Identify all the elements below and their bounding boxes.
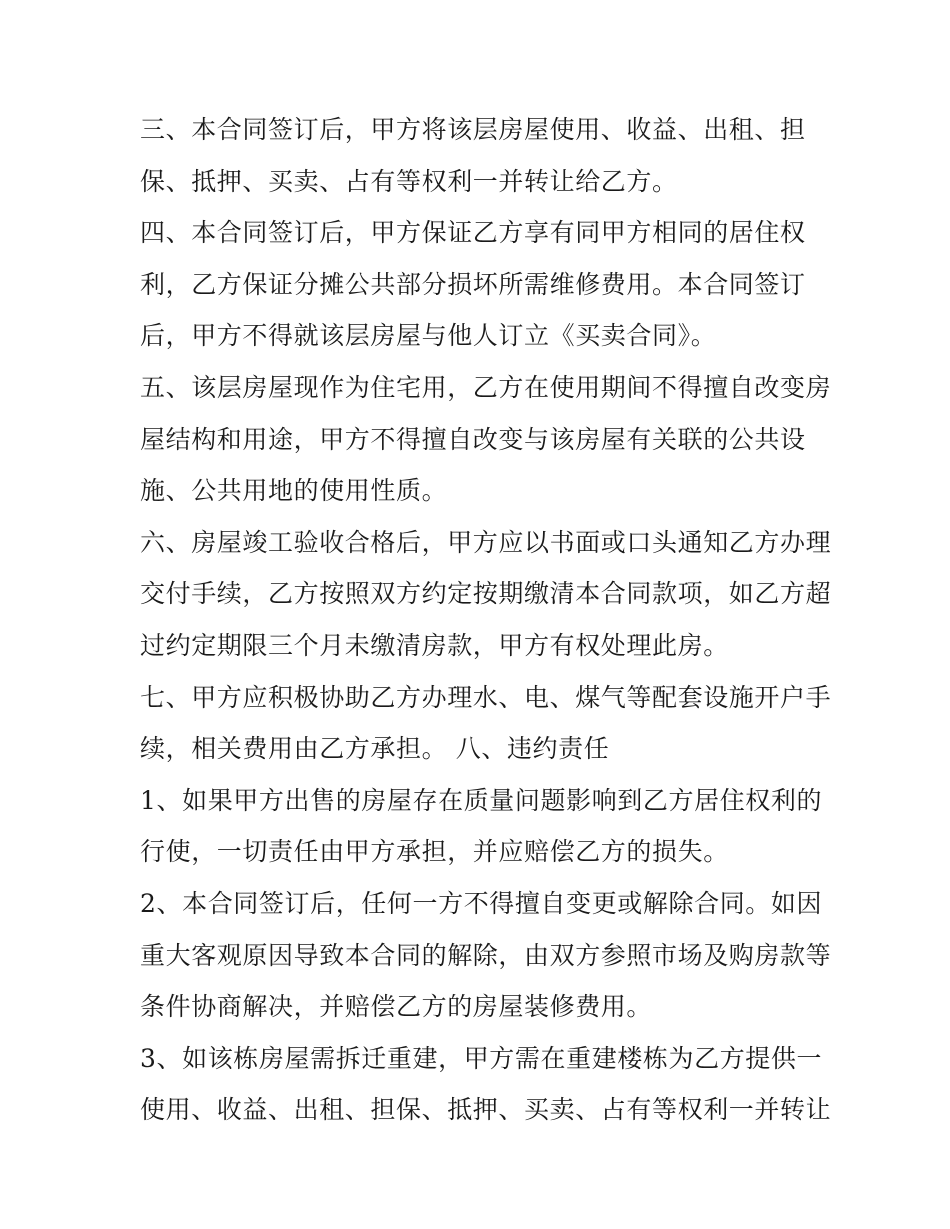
text-line: 保、抵押、买卖、占有等权利一并转让给乙方。 xyxy=(140,166,678,196)
text-line: 三、本合同签订后，甲方将该层房屋使用、收益、出租、担 xyxy=(140,115,806,144)
text-line: 条件协商解决，并赔偿乙方的房屋装修费用。 xyxy=(140,992,653,1022)
contract-body xyxy=(140,104,830,1136)
text-line: 利，乙方保证分摊公共部分损坏所需维修费用。本合同签订 xyxy=(140,269,806,299)
text-line: 六、房屋竣工验收合格后，甲方应以书面或口头通知乙方办理 xyxy=(140,527,832,557)
text-line: 过约定期限三个月未缴清房款，甲方有权处理此房。 xyxy=(140,630,729,660)
text-line: 续，相关费用由乙方承担。 八、违约责任 xyxy=(140,734,610,764)
text-line: 重大客观原因导致本合同的解除，由双方参照市场及购房款等 xyxy=(140,940,832,970)
text-line: 七、甲方应积极协助乙方办理水、电、煤气等配套设施开户手 xyxy=(140,682,832,712)
text-line: 施、公共用地的使用性质。 xyxy=(140,476,448,506)
text-line: 1、如果甲方出售的房屋存在质量问题影响到乙方居住权利的 xyxy=(140,785,823,815)
text-line: 行使，一切责任由甲方承担，并应赔偿乙方的损失。 xyxy=(140,837,729,867)
text-line: 后，甲方不得就该层房屋与他人订立《买卖合同》。 xyxy=(140,321,717,351)
text-line: 3、如该栋房屋需拆迁重建，甲方需在重建楼栋为乙方提供一 xyxy=(140,1043,823,1073)
text-line: 使用、收益、出租、担保、抵押、买卖、占有等权利一并转让 xyxy=(140,1095,832,1125)
text-line: 五、该层房屋现作为住宅用，乙方在使用期间不得擅自改变房 xyxy=(140,372,832,402)
text-line: 屋结构和用途，甲方不得擅自改变与该房屋有关联的公共设 xyxy=(140,424,806,454)
text-line: 交付手续，乙方按照双方约定按期缴清本合同款项，如乙方超 xyxy=(140,579,832,609)
text-line: 2、本合同签订后，任何一方不得擅自变更或解除合同。如因 xyxy=(140,888,823,918)
text-line: 四、本合同签订后，甲方保证乙方享有同甲方相同的居住权 xyxy=(140,218,806,248)
